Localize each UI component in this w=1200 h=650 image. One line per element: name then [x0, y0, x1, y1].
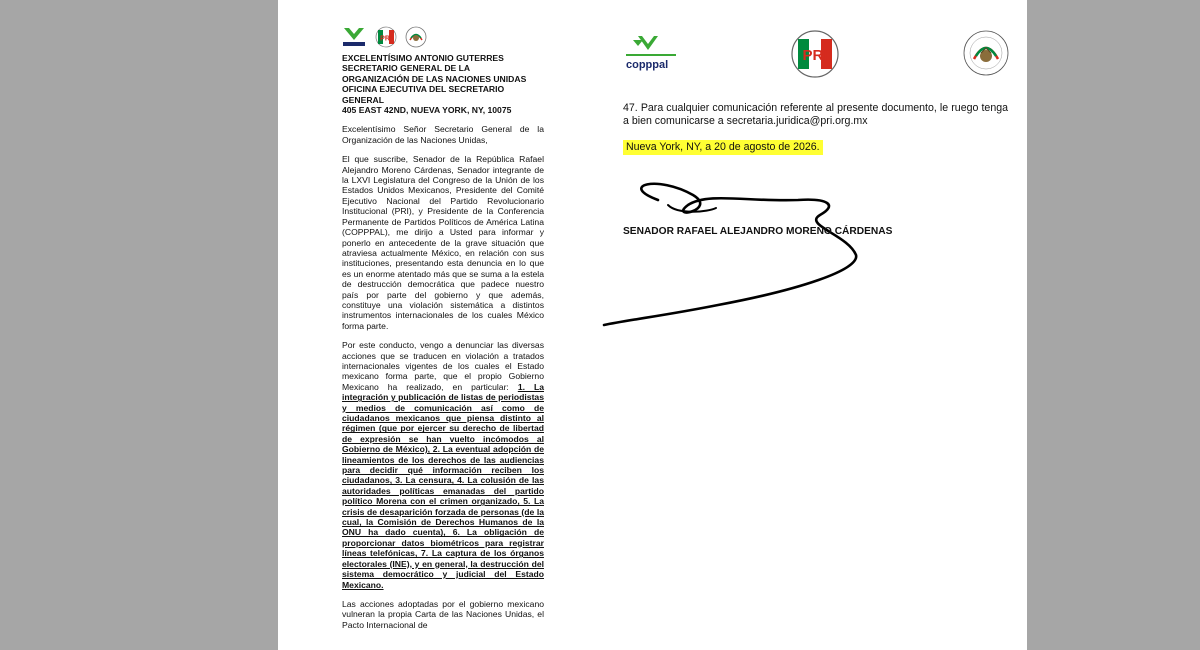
document-page	[278, 0, 1027, 650]
addressee-line: ORGANIZACIÓN DE LAS NACIONES UNIDAS	[342, 73, 527, 84]
handwritten-signature	[598, 180, 868, 330]
date-highlight: Nueva York, NY, a 20 de agosto de 2026.	[623, 140, 823, 155]
denounce-list: 1. La integración y publicación de listas de periodistas y medios de comunicación así como de ciudadanos mexicanos que piensa distinto al régimen (que por ejercer su derecho de libertad de expresión se han vuelto incómodos al Gobierno de México), 2. La eventual adopción de lineamientos de los derechos de las audiencias para decidir qué información reciben los ciudadanos, 3. La censura, 4. La colusión de las autoridades políticas emanadas del partido político Morena con el crimen organizado, 5. La crisis de desaparición forzada de personas (de la cual, la Comisión de Derechos Humanos de la ONU ha dado cuenta), 6. La obligación de proporcionar datos biométricos para registrar líneas telefónicas, 7. La captura de los órganos electorales (INE), y en general, la destrucción del sistema democrático y judicial del Estado Mexicano.	[342, 381, 544, 590]
coppal-logo-large	[624, 34, 686, 74]
signer-name: SENADOR RAFAEL ALEJANDRO MORENO CÁRDENAS	[623, 226, 893, 237]
addressee-line: EXCELENTÍSIMO ANTONIO GUTERRES	[342, 53, 504, 63]
addressee-line: OFICINA EJECUTIVA DEL SECRETARIO	[342, 84, 505, 95]
actions-paragraph: Las acciones adoptadas por el gobierno mexicano vulneran la propia Carta de las Naciones Unidas, el Pacto Internacional de	[342, 598, 544, 630]
greeting-paragraph: Excelentísimo Señor Secretario General de la Organización de las Naciones Unidas,	[342, 124, 544, 145]
addressee-line: GENERAL	[342, 94, 385, 105]
svg-text:copppal: copppal	[626, 59, 669, 71]
svg-text:PRI: PRI	[802, 47, 828, 64]
addressee-line: 405 EAST 42ND, NUEVA YORK, NY, 10075	[342, 105, 512, 116]
svg-text:PRI: PRI	[380, 35, 392, 43]
denounce-paragraph	[342, 340, 544, 590]
paragraph-47: 47. Para cualquier comunicación referente al presente documento, le ruego tenga a bien comunicarse a secretaria.juridica@pri.org.mx	[623, 102, 1008, 127]
left-letter-column	[342, 53, 544, 630]
addressee-block	[342, 53, 544, 115]
right-letter-column	[623, 102, 1008, 155]
addressee-line: SECRETARIO GENERAL DE LA	[342, 63, 471, 74]
intro-paragraph: El que suscribe, Senador de la República Rafael Alejandro Moreno Cárdenas, Senador integrante de la LXVI Legislatura del Congreso de la Unión de los Estados Unidos Mexicanos, Presidente del Comité Ejecutivo Nacional del Partido Revolucionario Institucional (PRI), y Presidente de la Conferencia Permanente de Partidos Políticos de América Latina (COPPPAL), me dirijo a Usted para informar y ponerlo en antecedente de la grave situación que atraviesa actualmente México, en relación con sus instituciones, presentando esta denuncia en lo que es un enorme atentado más que se suma a la estela de destrucción democrática que padece nuestro país por parte del gobierno y que además, constituye una violación sistemática a distintos instrumentos internacionales de los cuales México forma parte.	[342, 154, 544, 331]
denounce-text: Por este conducto, vengo a denunciar las diversas acciones que se traducen en violación a tratados internacionales vigentes de los cuales el Estado mexicano forma parte, que el propio Gobierno Mexicano ha realizado, en particular:	[342, 340, 544, 392]
left-header-logos	[341, 26, 427, 48]
senado-seal-logo-large	[962, 29, 1010, 77]
pri-logo-large	[790, 29, 840, 79]
senado-seal-logo	[405, 26, 427, 48]
coppal-logo	[341, 26, 367, 48]
pri-logo	[375, 26, 397, 48]
